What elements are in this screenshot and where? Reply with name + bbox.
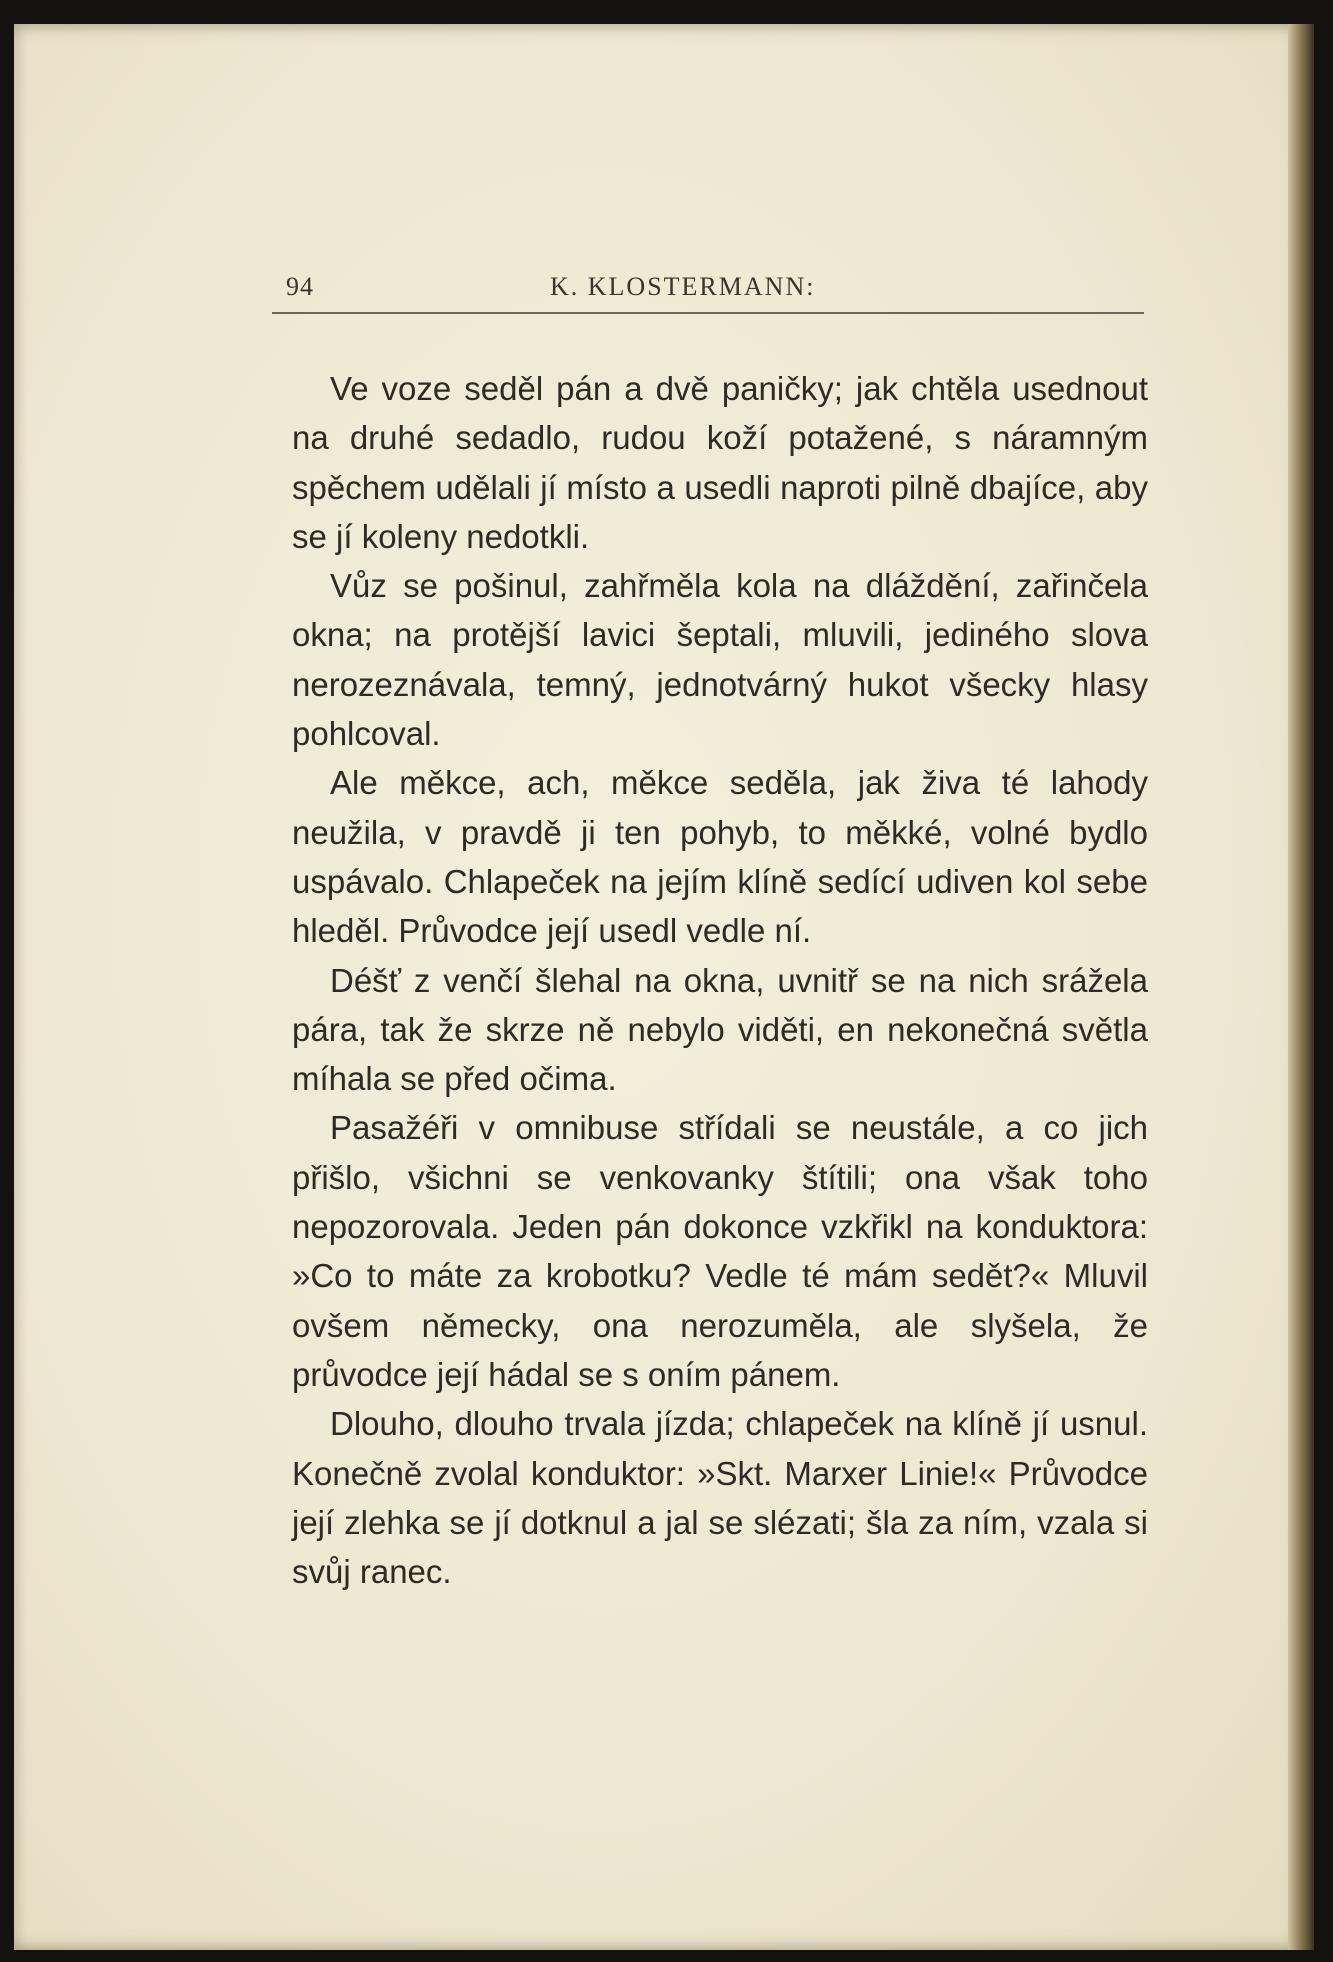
- paragraph: Dlouho, dlouho trvala jízda; chlapeček na klíně jí usnul. Konečně zvolal konduktor: »Skt. Marxer Linie!« Průvodce její zlehka se jí dotknul a jal se slézati; šla za ním, vzala si svůj ranec.: [292, 1405, 1148, 1591]
- page-header: [272, 270, 1144, 310]
- running-title: K. KLOSTERMANN:: [550, 272, 816, 301]
- body-text: [292, 364, 1148, 1596]
- paragraph: Déšť z venčí šlehal na okna, uvnitř se na nich srážela pára, tak že skrze ně nebylo viděti, en nekonečná světla míhala se před očima.: [292, 961, 1148, 1098]
- header-rule: [272, 312, 1144, 314]
- paragraph: Vůz se pošinul, zahřměla kola na dláždění, zařinčela okna; na protější lavici šeptali, mluvili, jediného slova nerozeznávala, temný, jednotvárný hukot všecky hlasy pohlcoval.: [292, 567, 1148, 753]
- paragraph: Ve voze seděl pán a dvě paničky; jak chtěla usednout na druhé sedadlo, rudou koží potažené, s náramným spěchem udělali jí místo a usedli naproti pilně dbajíce, aby se jí koleny nedotkli.: [292, 370, 1148, 555]
- page-number: 94: [286, 272, 314, 301]
- paragraph: Ale měkce, ach, měkce seděla, jak živa té lahody neužila, v pravdě ji ten pohyb, to měkké, volné bydlo uspávalo. Chlapeček na jejím klíně sedící udiven kol sebe hleděl. Průvodce její usedl vedle ní.: [292, 764, 1148, 950]
- page-spine-shadow: [1288, 24, 1314, 1950]
- paragraph: Pasažéři v omnibuse střídali se neustále, a co jich přišlo, všichni se venkovanky štítili; ona však toho nepozorovala. Jeden pán dokonce vzkřikl na konduktora: »Co to máte za krobotku? Vedle té mám sedět?« Mluvil ovšem německy, ona nerozuměla, ale slyšela, že průvodce její hádal se s oním pánem.: [292, 1109, 1148, 1393]
